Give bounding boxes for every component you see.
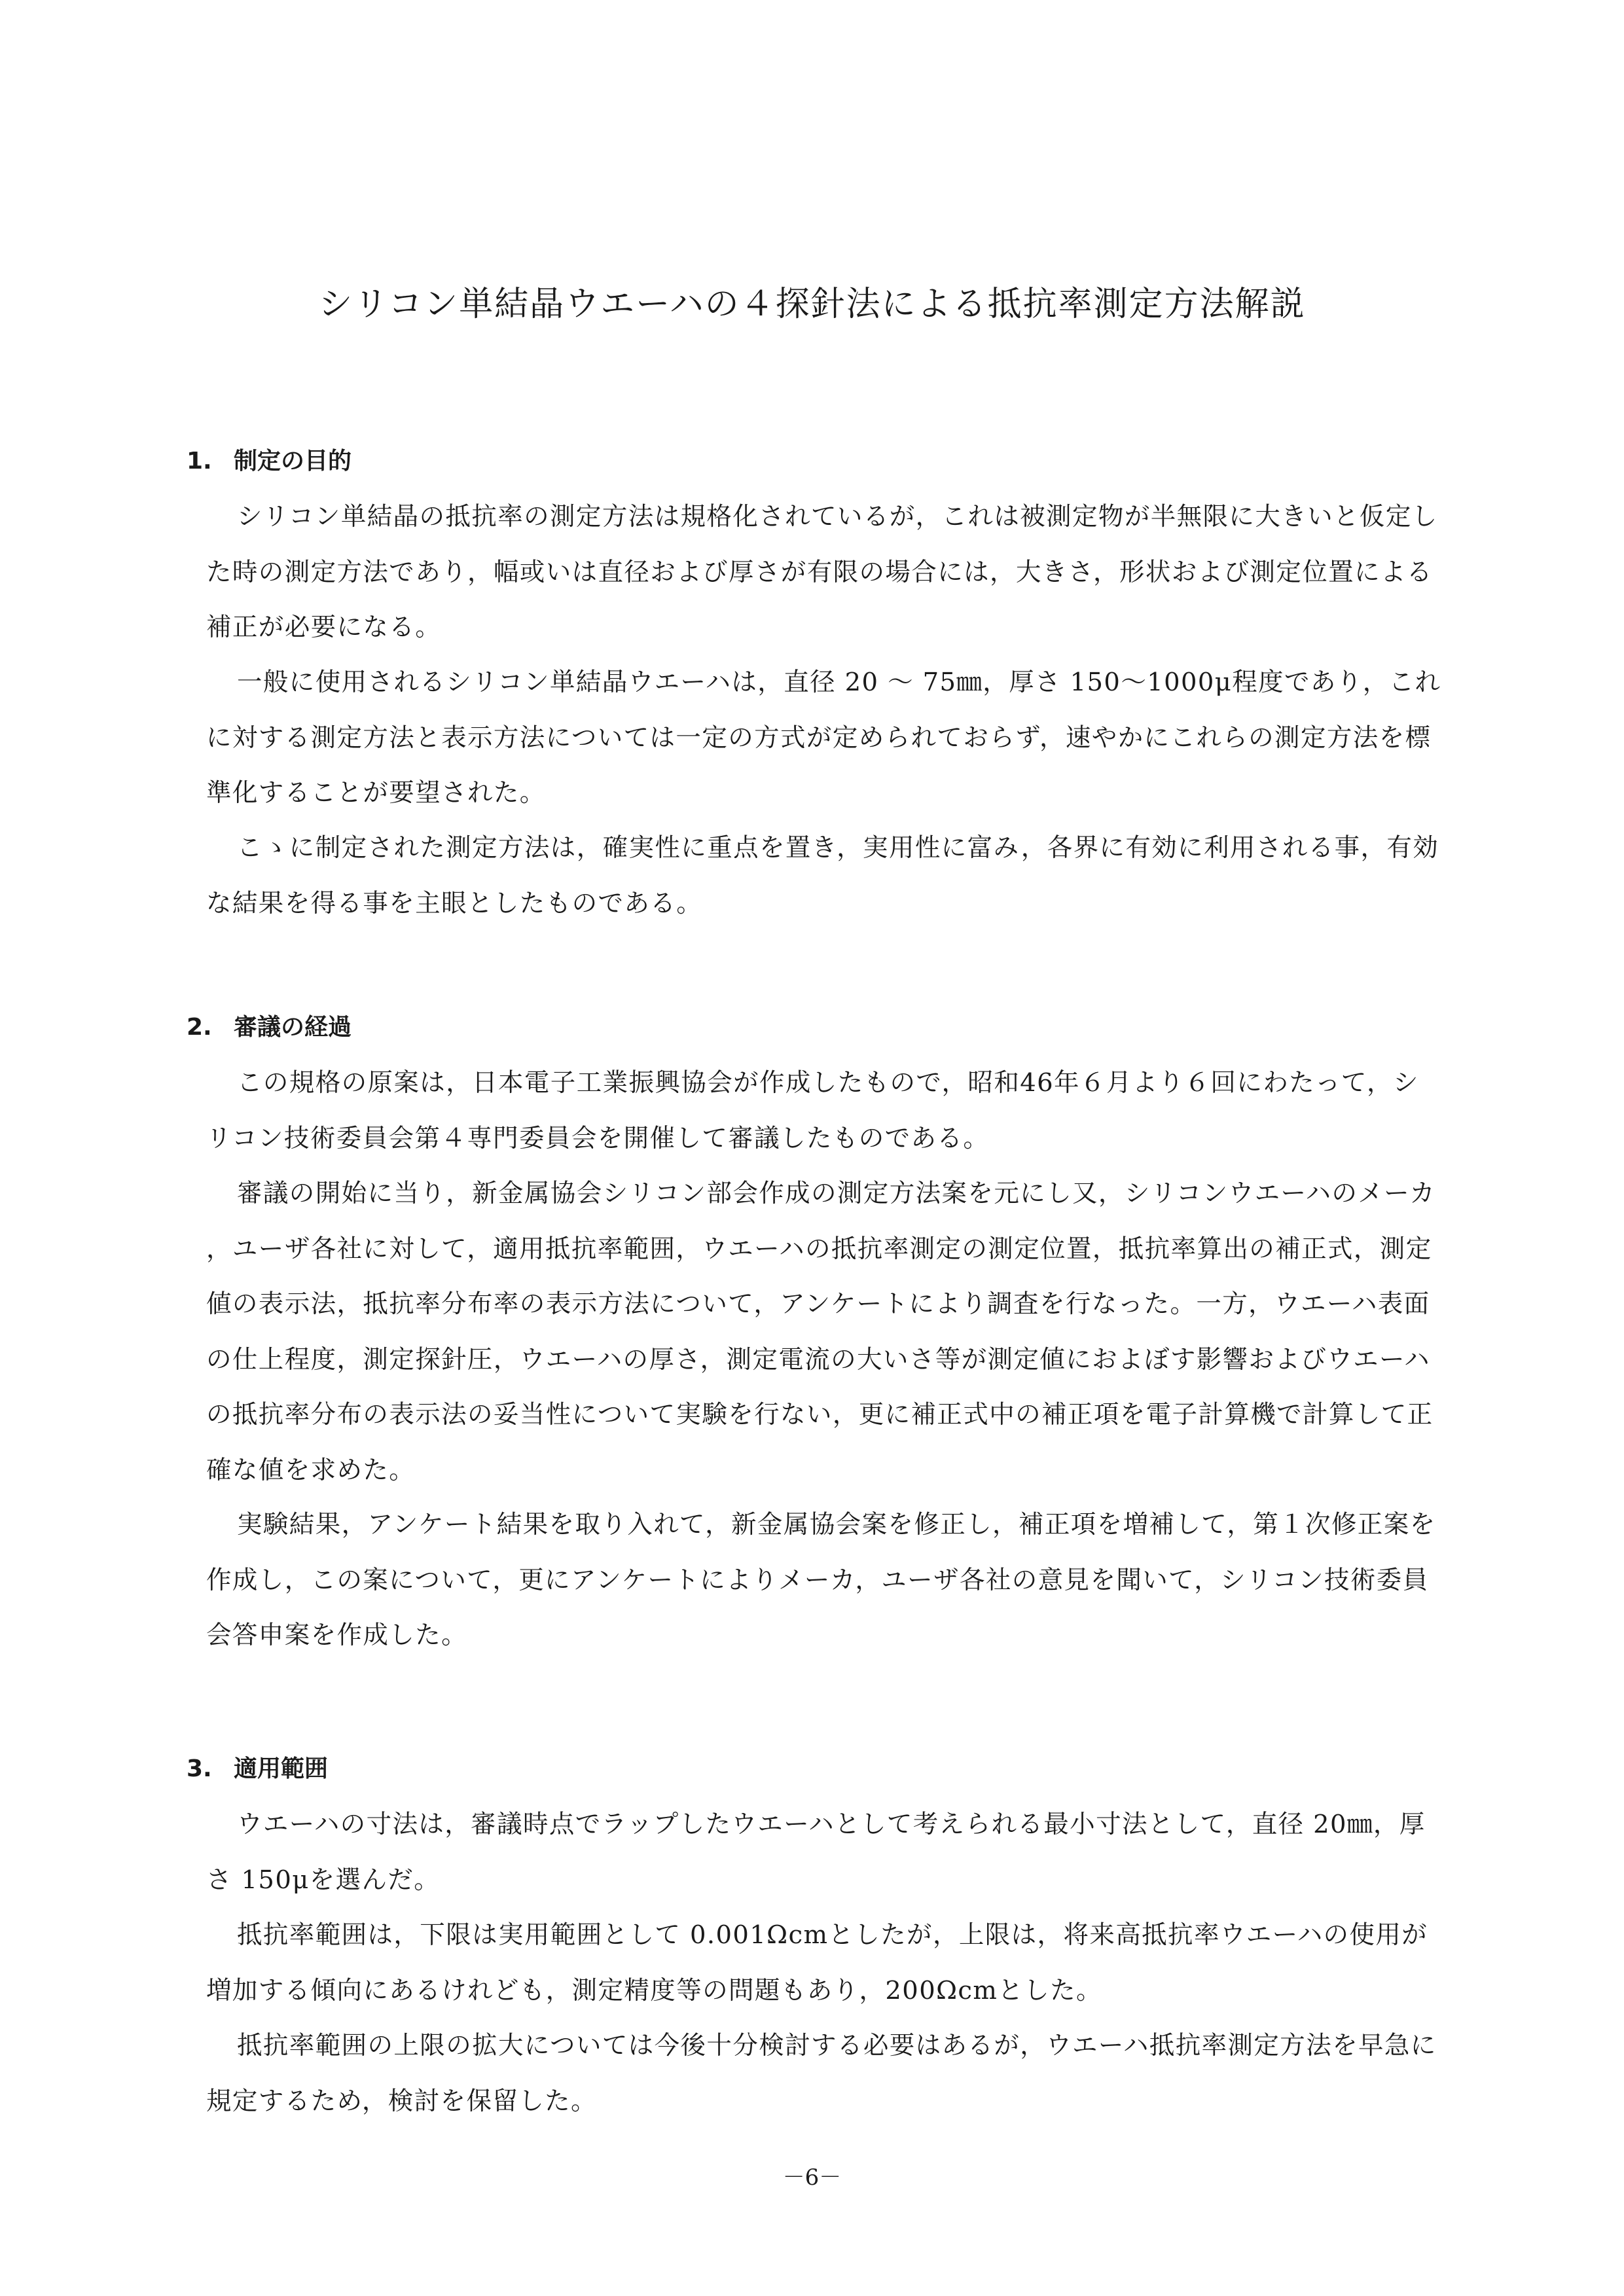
section-heading-2 — [187, 1011, 352, 1044]
paragraph: 抵抗率範囲は，下限は実用範囲として 0.001Ωcmとしたが，上限は，将来高抵抗率ウエーハの使用が増加する傾向にあるけれども，測定精度等の問題もあり，200Ωcmとした。 — [206, 1920, 1428, 2005]
paragraph: 抵抗率範囲の上限の拡大については今後十分検討する必要はあるが，ウエーハ抵抗率測定方法を早急に規定するため，検討を保留した。 — [206, 2031, 1437, 2116]
document-title: シリコン単結晶ウエーハの４探針法による抵抗率測定方法解説 — [318, 285, 1306, 324]
section-heading-1 — [187, 445, 352, 478]
paragraph: 実験結果，アンケート結果を取り入れて，新金属協会案を修正し，補正項を増補して，第１次修正案を作成し，この案について，更にアンケートによりメーカ，ユーザ各社の意見を聞いて，シリコン技術委員会答申案を作成した。 — [206, 1510, 1436, 1650]
page-number: －6－ — [782, 2164, 842, 2191]
section-number: 3. — [187, 1755, 212, 1782]
paragraph: こゝに制定された測定方法は，確実性に重点を置き，実用性に富み，各界に有効に利用される事，有効な結果を得る事を主眼としたものである。 — [206, 833, 1439, 918]
section-heading-3 — [187, 1753, 328, 1785]
paragraph: ウエーハの寸法は，審議時点でラップしたウエーハとして考えられる最小寸法として，直径 20㎜，厚さ 150μを選んだ。 — [206, 1810, 1426, 1895]
section-number: 1. — [187, 448, 212, 475]
paragraph: 審議の開始に当り，新金属協会シリコン部会作成の測定方法案を元にし又，シリコンウエーハのメーカ，ユーザ各社に対して，適用抵抗率範囲，ウエーハの抵抗率測定の測定位置，抵抗率算出の補正式，測定値の表示法，抵抗率分布率の表示方法について，アンケートにより調査を行なった。一方，ウエーハ表面の仕上程度，測定探針圧，ウエーハの厚さ，測定電流の大いさ等が測定値におよぼす影響およびウエーハの抵抗率分布の表示法の妥当性について実験を行ない，更に補正式中の補正項を電子計算機で計算して正確な値を求めた。 — [206, 1179, 1436, 1485]
section-title: 審議の経過 — [234, 1014, 352, 1041]
paragraph: シリコン単結晶の抵抗率の測定方法は規格化されているが，これは被測定物が半無限に大きいと仮定した時の測定方法であり，幅或いは直径および厚さが有限の場合には，大きさ，形状および測定位置による補正が必要になる。 — [206, 502, 1438, 642]
paragraph: 一般に使用されるシリコン単結晶ウエーハは，直径 20 ～ 75㎜，厚さ 150～1000μ程度であり，これに対する測定方法と表示方法については一定の方式が定められておらず，速やかにこれらの測定方法を標準化することが要望された。 — [206, 668, 1441, 808]
section-title: 制定の目的 — [234, 448, 352, 475]
section-title: 適用範囲 — [234, 1755, 329, 1782]
section-number: 2. — [187, 1014, 212, 1041]
paragraph: この規格の原案は，日本電子工業振興協会が作成したもので，昭和46年６月より６回にわたって，シリコン技術委員会第４専門委員会を開催して審議したものである。 — [206, 1068, 1419, 1153]
